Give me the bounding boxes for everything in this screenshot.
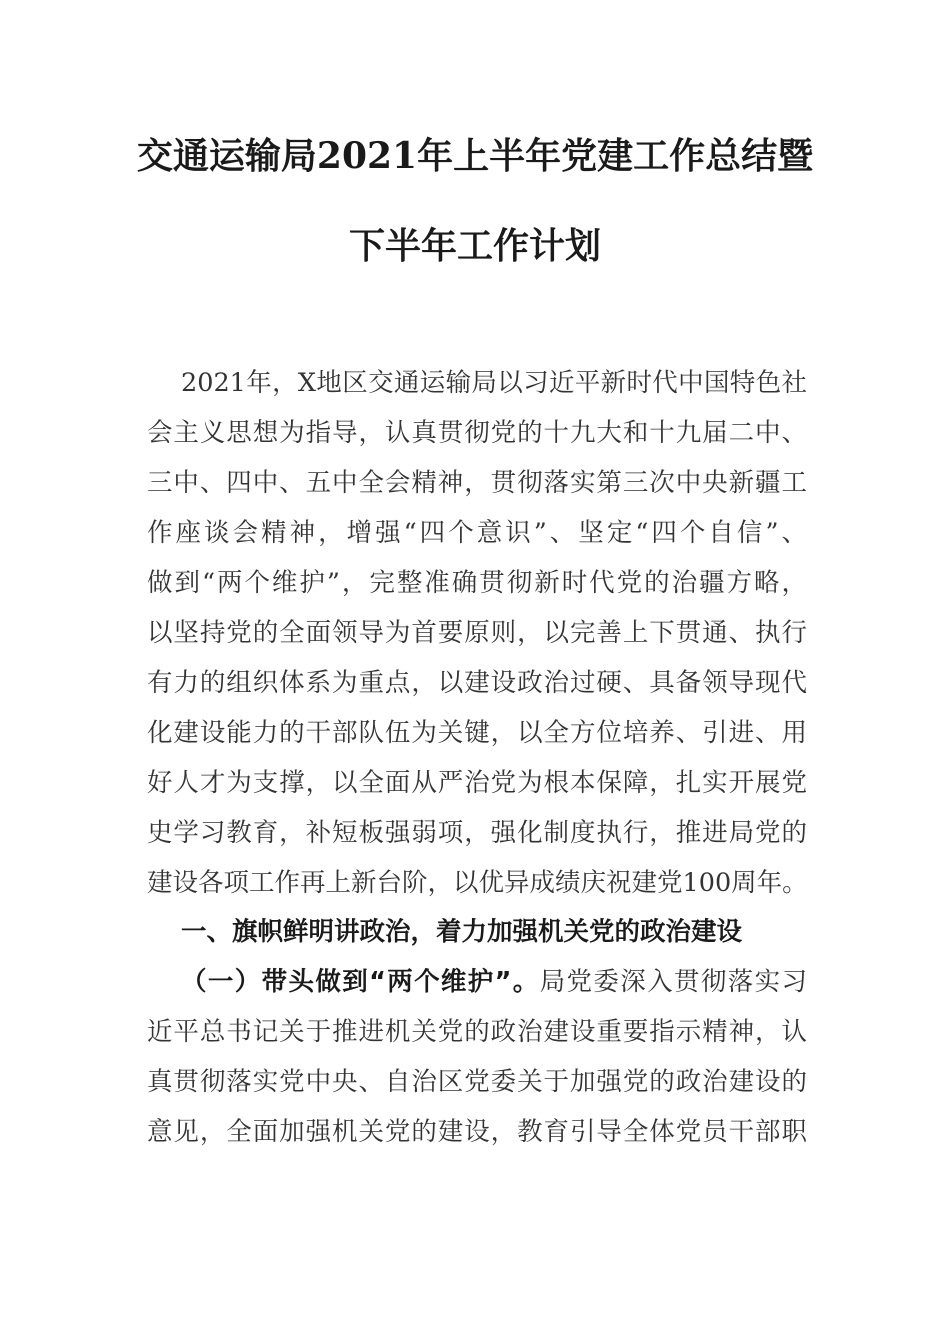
paragraph-1-line-3: 三中、四中、五中全会精神，贯彻落实第三次中央新疆工 (147, 468, 807, 498)
document-title-line-1: 交通运输局2021年上半年党建工作总结暨 (136, 135, 814, 177)
subsection-1-line-4: 意见，全面加强机关党的建设，教育引导全体党员干部职 (147, 1117, 807, 1147)
document-title-line-2: 下半年工作计划 (348, 225, 601, 267)
paragraph-1-line-6: 以坚持党的全面领导为首要原则，以完善上下贯通、执行 (147, 618, 807, 648)
paragraph-1-line-1: 2021年，X地区交通运输局以习近平新时代中国特色社 (181, 368, 807, 398)
paragraph-1-line-9: 好人才为支撑，以全面从严治党为根本保障，扎实开展党 (147, 768, 807, 798)
paragraph-1-line-8: 化建设能力的干部队伍为关键，以全方位培养、引进、用 (147, 718, 807, 748)
paragraph-1-line-4: 作座谈会精神，增强“四个意识”、坚定“四个自信”、 (147, 518, 807, 548)
paragraph-1-line-5: 做到“两个维护”，完整准确贯彻新时代党的治疆方略， (147, 568, 807, 598)
paragraph-1-line-2: 会主义思想为指导，认真贯彻党的十九大和十九届二中、 (147, 418, 807, 448)
subsection-1-heading: （一）带头做到“两个维护”。 (181, 967, 540, 997)
paragraph-1-line-10: 史学习教育，补短板强弱项，强化制度执行，推进局党的 (147, 818, 807, 848)
section-heading-1: 一、旗帜鲜明讲政治，着力加强机关党的政治建设 (181, 917, 743, 947)
paragraph-1-line-11: 建设各项工作再上新台阶，以优异成绩庆祝建党100周年。 (147, 868, 808, 898)
subsection-1-line-1-text: 局党委深入贯彻落实习 (539, 967, 807, 997)
subsection-1-line-3: 真贯彻落实党中央、自治区党委关于加强党的政治建设的 (147, 1067, 807, 1097)
paragraph-1-line-7: 有力的组织体系为重点，以建设政治过硬、具备领导现代 (147, 668, 807, 698)
subsection-1-line-2: 近平总书记关于推进机关党的政治建设重要指示精神，认 (147, 1017, 807, 1047)
subsection-1-line-1 (181, 965, 807, 999)
